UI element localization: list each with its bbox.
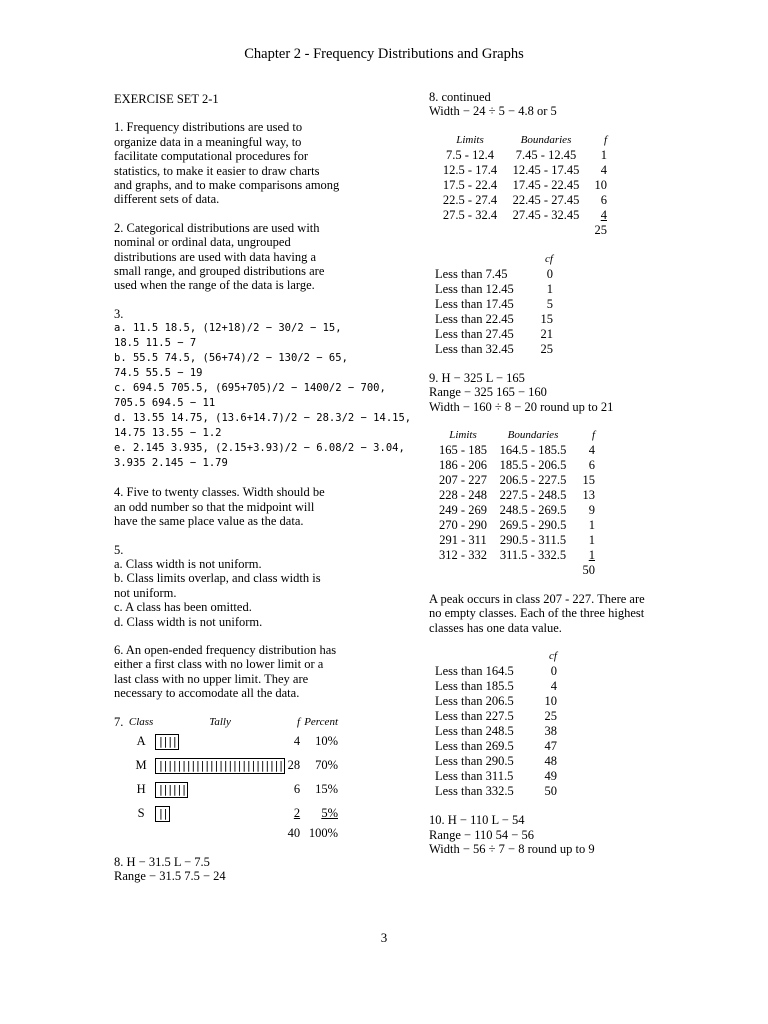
answer-line: 4. Five to twenty classes. Width should be	[114, 485, 325, 500]
cf-cell: 48	[544, 754, 557, 769]
answer-line: 3.935 2.145 − 1.79	[114, 457, 228, 470]
answer-line: d. 13.55 14.75, (13.6+14.7)/2 − 28.3/2 − 14.15,	[114, 412, 412, 425]
tally-cell	[155, 778, 286, 802]
cf-cell: 0	[546, 266, 553, 281]
answer-3	[114, 306, 412, 471]
cf-cell: 15	[540, 311, 553, 326]
table-row	[435, 518, 595, 533]
answer-line: 705.5 694.5 − 11	[114, 397, 216, 410]
boundaries-cell: 290.5 - 311.5	[499, 533, 567, 548]
table-row	[114, 778, 338, 802]
table-row	[435, 694, 557, 709]
cf-cell: 25	[540, 341, 553, 356]
limits-cell: 207 - 227	[439, 473, 487, 488]
answer-2	[114, 221, 338, 293]
frequency-cell: 15	[582, 473, 595, 488]
tally-cell	[155, 730, 286, 754]
frequency-cell: 4	[600, 162, 607, 177]
answer-line: A peak occurs in class 207 - 227. There are	[429, 592, 645, 607]
answer-line: 74.5 55.5 − 19	[114, 367, 203, 380]
frequency-cell: 9	[588, 503, 595, 518]
total-row	[114, 826, 338, 841]
table-row	[435, 342, 553, 357]
tally-cell	[155, 802, 286, 826]
table-row	[435, 664, 557, 679]
table-row	[435, 282, 553, 297]
frequency-cell: 10	[594, 177, 607, 192]
answer-line: e. 2.145 3.935, (2.15+3.93)/2 − 6.08/2 − 3.04,	[114, 442, 405, 455]
boundaries-cell: 164.5 - 185.5	[499, 443, 567, 458]
answer-line: 1. Frequency distributions are used to	[114, 120, 303, 135]
frequency-cell: 6	[600, 192, 607, 207]
answer-line: c. A class has been omitted.	[114, 600, 252, 615]
boundaries-cell: 269.5 - 290.5	[499, 518, 567, 533]
answer-line: a. 11.5 18.5, (12+18)/2 − 30/2 − 15,	[114, 322, 342, 335]
answer-line: statistics, to make it easier to draw charts	[114, 163, 320, 178]
answer-line: either a first class with no lower limit or a	[114, 657, 324, 672]
class-cell: Less than 22.45	[435, 311, 514, 326]
answer-line: used when the range of the data is large.	[114, 278, 315, 293]
exercise-heading: EXERCISE SET 2-1	[114, 92, 219, 106]
table-row	[435, 739, 557, 754]
column-header: Boundaries	[507, 429, 559, 442]
limits-cell: 291 - 311	[439, 533, 487, 548]
answer-line: no empty classes. Each of the three highest	[429, 606, 645, 621]
class-cell: Less than 164.5	[435, 664, 514, 679]
answer-line: 8. continued	[429, 90, 491, 104]
cf-cell: 38	[544, 724, 557, 739]
table-row	[435, 473, 595, 488]
answer-line: not uniform.	[114, 585, 177, 600]
class-cell: Less than 332.5	[435, 784, 514, 799]
cumulative-table-9	[435, 649, 557, 799]
cf-cell: 50	[544, 784, 557, 799]
frequency-cell: 6	[293, 782, 301, 797]
total-frequency: 25	[594, 222, 607, 237]
column-header: Class	[128, 715, 154, 728]
limits-cell: 270 - 290	[439, 518, 487, 533]
page-number: 3	[380, 930, 388, 945]
boundaries-cell: 206.5 - 227.5	[499, 473, 567, 488]
boundaries-cell: 17.45 - 22.45	[512, 177, 580, 192]
column-header: Tally	[209, 715, 231, 728]
answer-line: c. 694.5 705.5, (695+705)/2 − 1400/2 − 700,	[114, 382, 386, 395]
table-row	[435, 488, 595, 503]
limits-cell: 22.5 - 27.4	[442, 192, 498, 207]
answer-line: 2. Categorical distributions are used with	[114, 220, 320, 235]
answer-line: Width − 160 ÷ 8 − 20 round up to 21	[429, 399, 614, 414]
answer-line: last class with no upper limit. They are	[114, 671, 309, 686]
limits-cell: 7.5 - 12.4	[446, 147, 494, 162]
page-title: Chapter 2 - Frequency Distributions and Graphs	[244, 46, 524, 62]
class-cell: Less than 206.5	[435, 694, 514, 709]
table-row	[435, 679, 557, 694]
cf-cell: 47	[544, 739, 557, 754]
frequency-cell: 1	[600, 147, 607, 162]
column-header: f	[297, 715, 301, 728]
percent-cell: 15%	[315, 782, 338, 797]
table-row	[435, 754, 557, 769]
answer-number: 3.	[114, 306, 124, 321]
tally-marks: ||||||	[155, 782, 189, 798]
frequency-cell: 28	[287, 758, 301, 773]
table-row	[435, 443, 595, 458]
column-header: cf	[549, 650, 557, 663]
cf-cell: 5	[546, 296, 553, 311]
answer-line: Range − 110 54 − 56	[429, 827, 534, 842]
table-row	[435, 784, 557, 799]
cf-cell: 4	[550, 679, 557, 694]
table-row	[437, 193, 607, 208]
answer-line: Width − 56 ÷ 7 − 8 round up to 9	[429, 842, 595, 857]
tally-marks: |||||||||||||||||||||||||||	[155, 758, 286, 774]
answer-line: Width − 24 ÷ 5 − 4.8 or 5	[429, 104, 557, 119]
column-header: Limits	[456, 133, 484, 146]
cf-cell: 25	[544, 709, 557, 724]
boundaries-cell: 27.45 - 32.45	[512, 207, 580, 222]
boundaries-cell: 227.5 - 248.5	[499, 488, 567, 503]
table-row	[437, 178, 607, 193]
answer-line: Range − 31.5 7.5 − 24	[114, 868, 226, 883]
answer-line: different sets of data.	[114, 192, 220, 207]
answer-4	[114, 485, 338, 528]
table-row	[435, 769, 557, 784]
total-row	[435, 563, 595, 578]
answer-line: and graphs, and to make comparisons among	[114, 178, 340, 193]
cf-cell: 0	[550, 664, 557, 679]
answer-line: 6. An open-ended frequency distribution has	[114, 642, 337, 657]
answer-6	[114, 643, 338, 701]
class-cell: Less than 185.5	[435, 679, 514, 694]
frequency-cell: 13	[582, 488, 595, 503]
total-frequency: 50	[582, 563, 595, 578]
table-row	[435, 312, 553, 327]
column-header: Percent	[304, 715, 338, 728]
boundaries-cell: 185.5 - 206.5	[499, 458, 567, 473]
class-cell: H	[136, 782, 146, 797]
class-cell: M	[135, 758, 147, 773]
total-frequency: 40	[287, 825, 301, 840]
frequency-cell: 4	[588, 443, 595, 458]
answer-line: have the same place value as the data.	[114, 514, 304, 529]
class-cell: Less than 32.45	[435, 341, 514, 356]
limits-cell: 186 - 206	[439, 458, 487, 473]
limits-cell: 165 - 185	[439, 443, 487, 458]
table-row	[435, 533, 595, 548]
answer-line: necessary to accomodate all the data.	[114, 686, 300, 701]
table-row	[437, 208, 607, 223]
answer-line: 18.5 11.5 − 7	[114, 337, 197, 350]
peak-note	[429, 592, 659, 635]
class-cell: Less than 12.45	[435, 281, 514, 296]
tally-cell	[155, 754, 286, 778]
limits-cell: 228 - 248	[439, 488, 487, 503]
answer-line: 8. H − 31.5 L − 7.5	[114, 854, 210, 869]
table-row	[435, 709, 557, 724]
table-row	[435, 503, 595, 518]
column-header: Limits	[449, 429, 477, 442]
answer-7	[114, 715, 338, 841]
table-row	[114, 802, 338, 826]
frequency-cell: 1	[588, 548, 595, 563]
answer-line: nominal or ordinal data, ungrouped	[114, 235, 291, 250]
table-row	[435, 458, 595, 473]
answer-line: d. Class width is not uniform.	[114, 614, 263, 629]
answer-line: a. Class width is not uniform.	[114, 556, 262, 571]
cf-cell: 49	[544, 769, 557, 784]
tally-table	[114, 715, 338, 841]
limits-cell: 12.5 - 17.4	[442, 162, 498, 177]
cf-cell: 10	[544, 694, 557, 709]
answer-line: organize data in a meaningful way, to	[114, 134, 302, 149]
boundaries-cell: 311.5 - 332.5	[499, 548, 567, 563]
class-cell: S	[137, 806, 145, 821]
boundaries-cell: 7.45 - 12.45	[515, 147, 577, 162]
table-row	[435, 267, 553, 282]
table-row	[435, 724, 557, 739]
right-column	[429, 90, 659, 856]
tally-marks: ||||	[155, 734, 180, 750]
table-row	[114, 754, 338, 778]
frequency-cell: 1	[588, 518, 595, 533]
limits-cell: 312 - 332	[439, 548, 487, 563]
cf-cell: 1	[546, 281, 553, 296]
distribution-table-8	[437, 133, 607, 238]
answer-10	[429, 813, 659, 856]
table-row	[437, 148, 607, 163]
percent-cell: 10%	[315, 734, 338, 749]
table-row	[437, 163, 607, 178]
frequency-cell: 1	[588, 533, 595, 548]
answer-9	[429, 371, 659, 414]
table-row	[114, 730, 338, 754]
answer-line: 10. H − 110 L − 54	[429, 813, 525, 828]
table-row	[435, 297, 553, 312]
class-cell: Less than 7.45	[435, 266, 508, 281]
class-cell: Less than 248.5	[435, 724, 514, 739]
answer-line: an odd number so that the midpoint will	[114, 499, 315, 514]
class-cell: Less than 311.5	[435, 769, 514, 784]
column-header: f	[603, 133, 607, 146]
total-row	[437, 223, 607, 238]
answer-line: b. 55.5 74.5, (56+74)/2 − 130/2 − 65,	[114, 352, 348, 365]
class-cell: A	[136, 734, 146, 749]
boundaries-cell: 22.45 - 27.45	[512, 192, 580, 207]
column-header: cf	[545, 252, 553, 265]
frequency-cell: 4	[600, 207, 607, 222]
answer-8	[114, 855, 338, 884]
boundaries-cell: 12.45 - 17.45	[512, 162, 580, 177]
answer-line: 9. H − 325 L − 165	[429, 370, 525, 385]
total-percent: 100%	[308, 825, 338, 840]
limits-cell: 249 - 269	[439, 503, 487, 518]
boundaries-cell: 248.5 - 269.5	[499, 503, 567, 518]
answer-line: small range, and grouped distributions are	[114, 264, 325, 279]
answer-line: distributions are used with data having a	[114, 249, 317, 264]
limits-cell: 27.5 - 32.4	[442, 207, 498, 222]
percent-cell: 70%	[315, 758, 338, 773]
cumulative-table-8	[435, 252, 553, 357]
answer-5	[114, 543, 338, 629]
answer-line: b. Class limits overlap, and class width is	[114, 571, 321, 586]
class-cell: Less than 27.45	[435, 326, 514, 341]
answer-8-continued	[429, 90, 659, 119]
percent-cell: 5%	[321, 806, 338, 821]
answer-line: classes has one data value.	[429, 620, 562, 635]
class-cell: Less than 227.5	[435, 709, 514, 724]
cf-cell: 21	[540, 326, 553, 341]
answer-line: 5.	[114, 542, 124, 557]
frequency-cell: 2	[293, 806, 301, 821]
answer-line: 14.75 13.55 − 1.2	[114, 427, 222, 440]
distribution-table-9	[435, 428, 595, 578]
answer-1	[114, 120, 338, 206]
tally-marks: ||	[155, 806, 170, 822]
answer-line: facilitate computational procedures for	[114, 149, 309, 164]
column-header: f	[591, 429, 595, 442]
table-row	[435, 327, 553, 342]
frequency-cell: 6	[588, 458, 595, 473]
answer-number: 7.	[114, 714, 124, 729]
class-cell: Less than 17.45	[435, 296, 514, 311]
left-column	[114, 92, 412, 883]
column-header: Boundaries	[520, 133, 572, 146]
frequency-cell: 4	[293, 734, 301, 749]
class-cell: Less than 290.5	[435, 754, 514, 769]
table-row	[435, 548, 595, 563]
limits-cell: 17.5 - 22.4	[442, 177, 498, 192]
answer-line: Range − 325 165 − 160	[429, 385, 547, 400]
class-cell: Less than 269.5	[435, 739, 514, 754]
